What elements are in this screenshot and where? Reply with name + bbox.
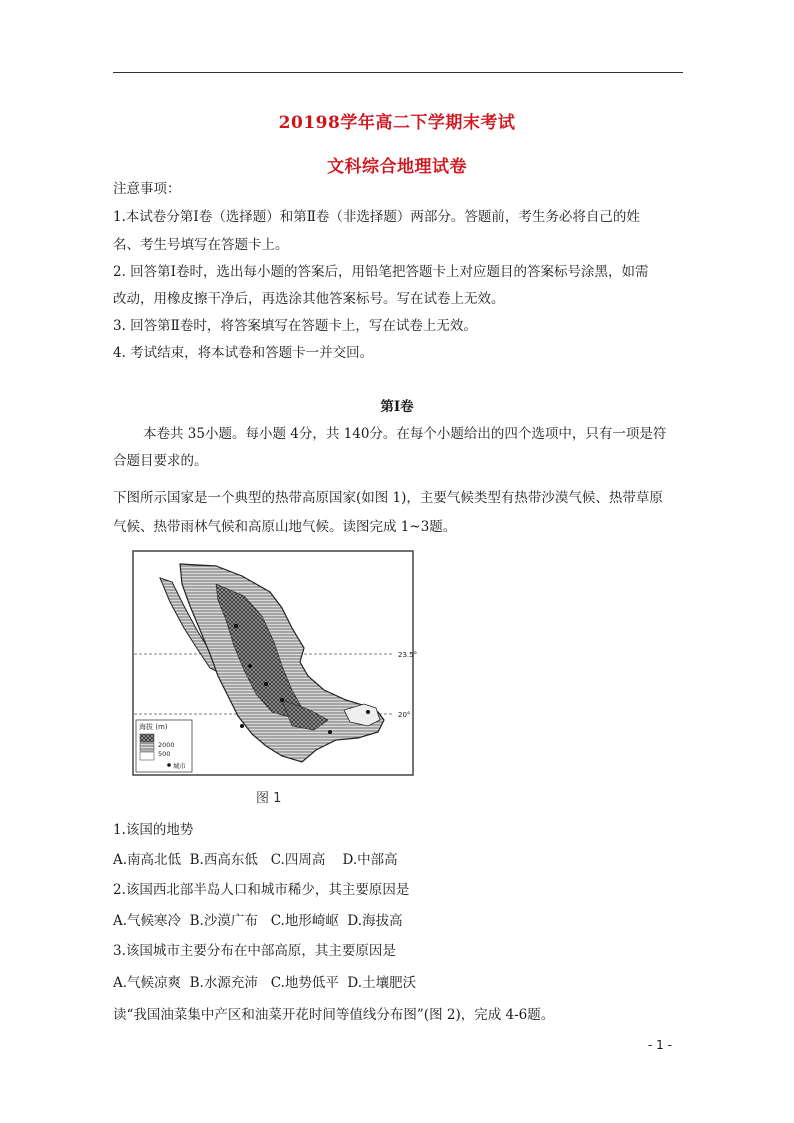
page-number: - 1 - (648, 1038, 672, 1052)
section-intro: 合题目要求的。 (113, 453, 208, 469)
notice-heading: 注意事项： (113, 181, 181, 197)
question-options: A.气候凉爽 B.水源充沛 C.地势低平 D.土壤肥沃 (113, 975, 417, 991)
legend-title: 海拔 (m) (139, 723, 168, 731)
notice-line: 名、考生号填写在答题卡上。 (113, 237, 289, 253)
legend-city: 城市 (173, 762, 186, 770)
question-stem: 3.该国城市主要分布在中部高原，其主要原因是 (113, 943, 396, 959)
context-text: 气候、热带雨林气候和高原山地气候。读图完成 1~3题。 (113, 519, 457, 535)
legend-500: 500 (158, 750, 171, 758)
notice-line: 1.本试卷分第Ⅰ卷（选择题）和第Ⅱ卷（非选择题）两部分。答题前，考生务必将自己的姓 (113, 209, 640, 225)
lat-label-20: 20° (398, 711, 411, 719)
section-intro: 本卷共 35小题。每小题 4分，共 140分。在每个小题给出的四个选项中，只有一项是符 (143, 426, 667, 442)
section-heading: 第Ⅰ卷 (380, 399, 414, 415)
notice-line: 4. 考试结束，将本试卷和答题卡一并交回。 (113, 345, 374, 361)
legend-2000: 2000 (158, 741, 175, 749)
notice-line: 2. 回答第Ⅰ卷时，选出每小题的答案后，用铅笔把答题卡上对应题目的答案标号涂黑，如需 (113, 264, 649, 280)
notice-line: 改动，用橡皮擦干净后，再选涂其他答案标号。写在试卷上无效。 (113, 291, 505, 307)
notice-line: 3. 回答第Ⅱ卷时，将答案填写在答题卡上，写在试卷上无效。 (113, 318, 477, 334)
exam-title: 20198学年高二下学期末考试 (278, 113, 516, 133)
exam-subtitle: 文科综合地理试卷 (327, 157, 467, 177)
figure-1-map (132, 550, 418, 776)
lat-label-23-5: 23.5° (398, 651, 418, 659)
top-rule (113, 72, 683, 73)
question-stem: 2.该国西北部半岛人口和城市稀少，其主要原因是 (113, 882, 410, 898)
next-context-text: 读“我国油菜集中产区和油菜开花时间等值线分布图”(图 2)，完成 4-6题。 (113, 1007, 555, 1023)
question-stem: 1.该国的地势 (113, 822, 194, 838)
figure-1-caption: 图 1 (256, 791, 282, 806)
question-options: A.气候寒冷 B.沙漠广布 C.地形崎岖 D.海拔高 (113, 913, 403, 929)
context-text: 下图所示国家是一个典型的热带高原国家(如图 1)，主要气候类型有热带沙漠气候、热带草原 (113, 490, 663, 506)
question-options: A.南高北低 B.西高东低 C.四周高 D.中部高 (113, 852, 398, 868)
